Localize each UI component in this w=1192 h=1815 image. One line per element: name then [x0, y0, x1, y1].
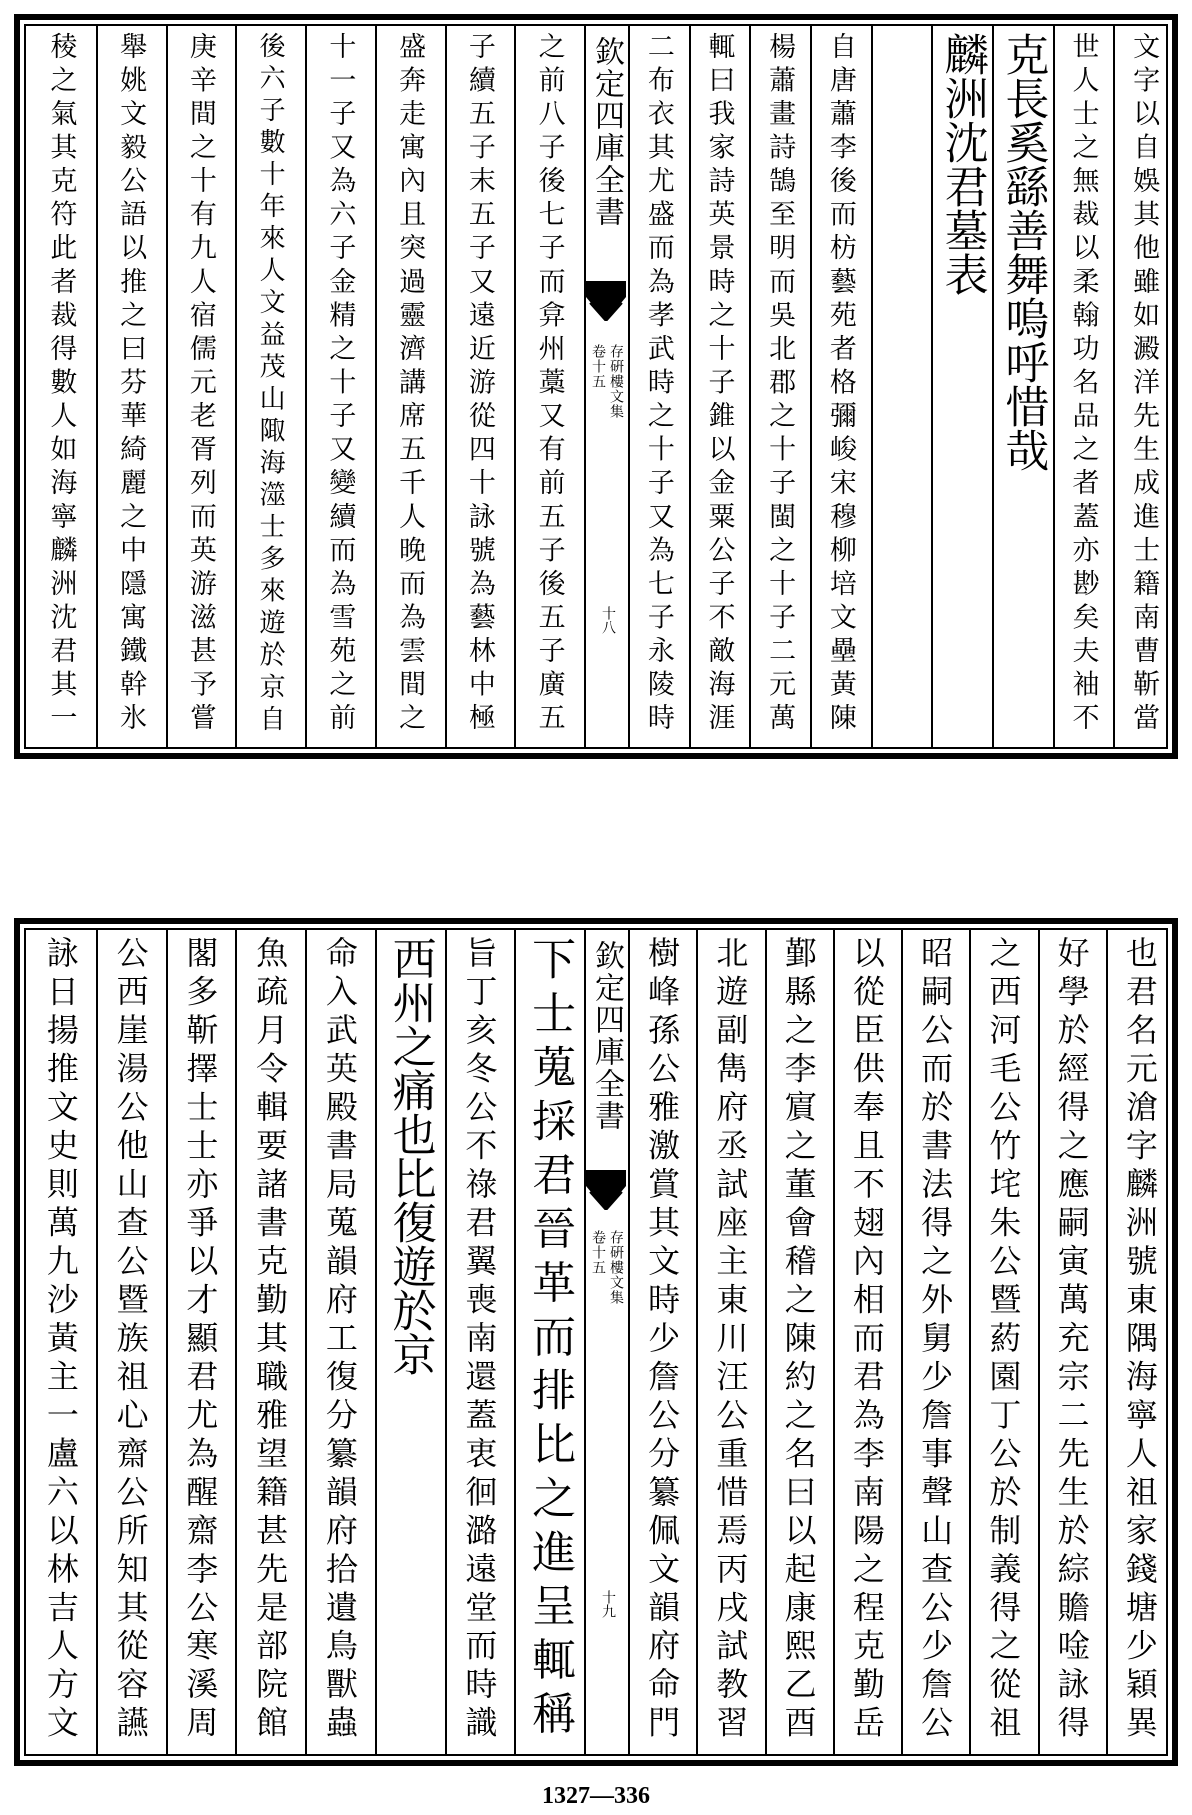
top-page-center-strip	[584, 26, 628, 747]
text-column-right-col	[992, 32, 1053, 741]
text-column-left-col	[26, 32, 96, 741]
text-column-right-col	[628, 936, 696, 1748]
column-text: 公西崖湯公他山查公暨族祖心齋公所知其從容讌	[111, 936, 150, 1744]
text-column-left-col	[235, 32, 305, 741]
column-text: 盛奔走寓內且突過靈濟講席五千人晚而為雲間之	[394, 32, 426, 737]
bottom-page-frame	[24, 928, 1168, 1756]
column-text: 樹峰孫公雅激賞其文時少詹公分纂佩文韻府命門	[643, 936, 682, 1744]
text-column-right-col	[749, 32, 810, 741]
column-text: 北遊副雋府丞試座主東川汪公重惜焉丙戌試教習	[711, 936, 750, 1744]
column-text: 鄞縣之李賔之董會稽之陳約之名曰以起康熙乙酉	[779, 936, 818, 1744]
column-divider	[628, 26, 630, 747]
column-text: 克長奚繇善舞嗚呼惜哉	[997, 32, 1049, 472]
column-divider	[166, 930, 168, 1754]
text-column-right-col	[871, 32, 932, 741]
column-divider	[1113, 26, 1115, 747]
column-text: 閣多靳擇士士亦爭以才顯君尤為醒齋李公寒溪周	[181, 936, 220, 1744]
column-divider	[96, 930, 98, 1754]
text-column-left-col	[514, 32, 584, 741]
bottom-page	[14, 918, 1178, 1766]
column-text: 十一子又為六子金精之十子又變續而為雪苑之前	[324, 32, 356, 737]
text-column-left-col	[166, 32, 236, 741]
top-collection-name: 存硏樓文集	[608, 344, 624, 419]
column-text: 輒曰我家詩英景時之十子錐以金粟公子不敵海涯	[703, 32, 735, 737]
column-text: 庚辛間之十有九人宿儒元老胥列而英游滋甚予嘗	[184, 32, 216, 737]
text-column-right-col	[1053, 32, 1114, 741]
column-divider	[810, 26, 812, 747]
text-column-left-col	[96, 936, 166, 1748]
column-divider	[514, 26, 516, 747]
text-column-left-col	[375, 32, 445, 741]
text-column-right-col	[689, 32, 750, 741]
column-text: 命入武英殿書局蒐韻府工復分纂韻府拾遺鳥獸蟲	[320, 936, 359, 1744]
column-text: 魚疏月令輯要諸書克勤其職雅望籍甚先是部院館	[251, 936, 290, 1744]
column-divider	[833, 930, 835, 1754]
top-page-frame	[24, 24, 1168, 749]
column-text: 下士蒐採君晉革而排比之進呈輒稱	[524, 936, 576, 1744]
top-leaf-number: 十八	[600, 606, 616, 634]
column-divider	[305, 26, 307, 747]
text-column-right-col	[833, 936, 901, 1748]
text-column-left-col	[305, 936, 375, 1748]
text-column-left-col	[235, 936, 305, 1748]
column-text: 之西河毛公竹垞朱公暨葯園丁公於制義得之從祖	[984, 936, 1023, 1744]
top-page	[14, 14, 1178, 759]
text-column-right-col	[1106, 936, 1174, 1748]
column-divider	[514, 930, 516, 1754]
column-divider	[689, 26, 691, 747]
column-text: 旨丁亥冬公不祿君翼喪南還蓋衷徊潞遠堂而時識	[460, 936, 499, 1744]
column-divider	[1106, 930, 1108, 1754]
column-text: 楊蕭畫詩鵠至明而吳北郡之十子閩之十子二元萬	[764, 32, 796, 737]
column-divider	[445, 930, 447, 1754]
column-text: 之前八子後七子而弇州藁又有前五子後五子廣五	[533, 32, 565, 737]
column-text: 稜之氣其克符此者裁得數人如海寧麟洲沈君其一	[45, 32, 77, 737]
text-column-left-col	[514, 936, 584, 1748]
text-column-right-col	[810, 32, 871, 741]
column-divider	[305, 930, 307, 1754]
column-text: 自唐蕭李後而枋藝苑者格彌峻宋穆柳培文壘黃陳	[824, 32, 856, 737]
column-divider	[1038, 930, 1040, 1754]
text-column-left-col	[166, 936, 236, 1748]
text-column-right-col	[1038, 936, 1106, 1748]
column-divider	[375, 26, 377, 747]
text-column-left-col	[445, 936, 515, 1748]
column-text: 後六子數十年來人文益茂山陬海澨士多來遊於京自	[255, 32, 286, 737]
column-divider	[235, 26, 237, 747]
bottom-volume-number: 卷十五	[590, 1230, 606, 1275]
column-text: 子續五子末五子又遠近游從四十詠號為藝林中極	[463, 32, 495, 737]
column-text: 二布衣其尤盛而為孝武時之十子又為七子永陵時	[642, 32, 674, 737]
column-text: 昭嗣公而於書法得之外舅少詹事聲山查公少詹公	[916, 936, 955, 1744]
fish-tail-marker-icon	[586, 1170, 626, 1210]
text-column-right-col	[696, 936, 764, 1748]
text-column-left-col	[305, 32, 375, 741]
column-text: 詠日揚推文史則萬九沙黃主一盧六以林吉人方文	[41, 936, 80, 1744]
text-column-left-col	[26, 936, 96, 1748]
column-text: 也君名元滄字麟洲號東隅海寧人祖家錢塘少穎異	[1120, 936, 1159, 1744]
column-divider	[445, 26, 447, 747]
column-text: 世人士之無裁以柔翰功名品之者蓋亦尠矣夫袖不	[1067, 32, 1099, 737]
column-divider	[1053, 26, 1055, 747]
column-divider	[931, 26, 933, 747]
text-column-right-col	[628, 32, 689, 741]
column-divider	[96, 26, 98, 747]
column-divider	[969, 930, 971, 1754]
text-column-right-col	[901, 936, 969, 1748]
column-text: 西州之痛也比復遊於京	[384, 936, 436, 1376]
page-footer-number: 1327—336	[542, 1783, 650, 1809]
text-column-right-col	[931, 32, 992, 741]
top-center-title: 欽定四庫全書	[589, 36, 624, 228]
text-column-right-col	[765, 936, 833, 1748]
column-divider	[628, 930, 630, 1754]
column-divider	[166, 26, 168, 747]
text-column-left-col	[375, 936, 445, 1748]
column-text: 以從臣供奉且不翅內相而君為李南陽之程克勤岳	[847, 936, 886, 1744]
column-divider	[871, 26, 873, 747]
text-column-left-col	[96, 32, 166, 741]
column-divider	[375, 930, 377, 1754]
column-text: 文字以自娛其他雖如澱洋先生成進士籍南曹靳當	[1128, 32, 1160, 737]
column-divider	[235, 930, 237, 1754]
bottom-leaf-number: 十九	[600, 1590, 616, 1618]
column-text: 舉姚文毅公語以推之曰芬華綺麗之中隱寓鐵幹氷	[115, 32, 147, 737]
top-volume-number: 卷十五	[590, 344, 606, 389]
column-divider	[749, 26, 751, 747]
text-column-left-col	[445, 32, 515, 741]
text-column-right-col	[969, 936, 1037, 1748]
column-divider	[992, 26, 994, 747]
bottom-collection-name: 存硏樓文集	[608, 1230, 624, 1305]
bottom-page-center-strip	[584, 930, 628, 1754]
text-column-right-col	[1113, 32, 1174, 741]
fish-tail-marker-icon	[586, 281, 626, 321]
column-divider	[696, 930, 698, 1754]
column-divider	[765, 930, 767, 1754]
bottom-center-title: 欽定四庫全書	[589, 940, 624, 1132]
column-text: 麟洲沈君墓表	[936, 32, 988, 296]
column-divider	[901, 930, 903, 1754]
column-text: 好學於經得之應嗣寅萬充宗二先生於綜贍唫詠得	[1052, 936, 1091, 1744]
